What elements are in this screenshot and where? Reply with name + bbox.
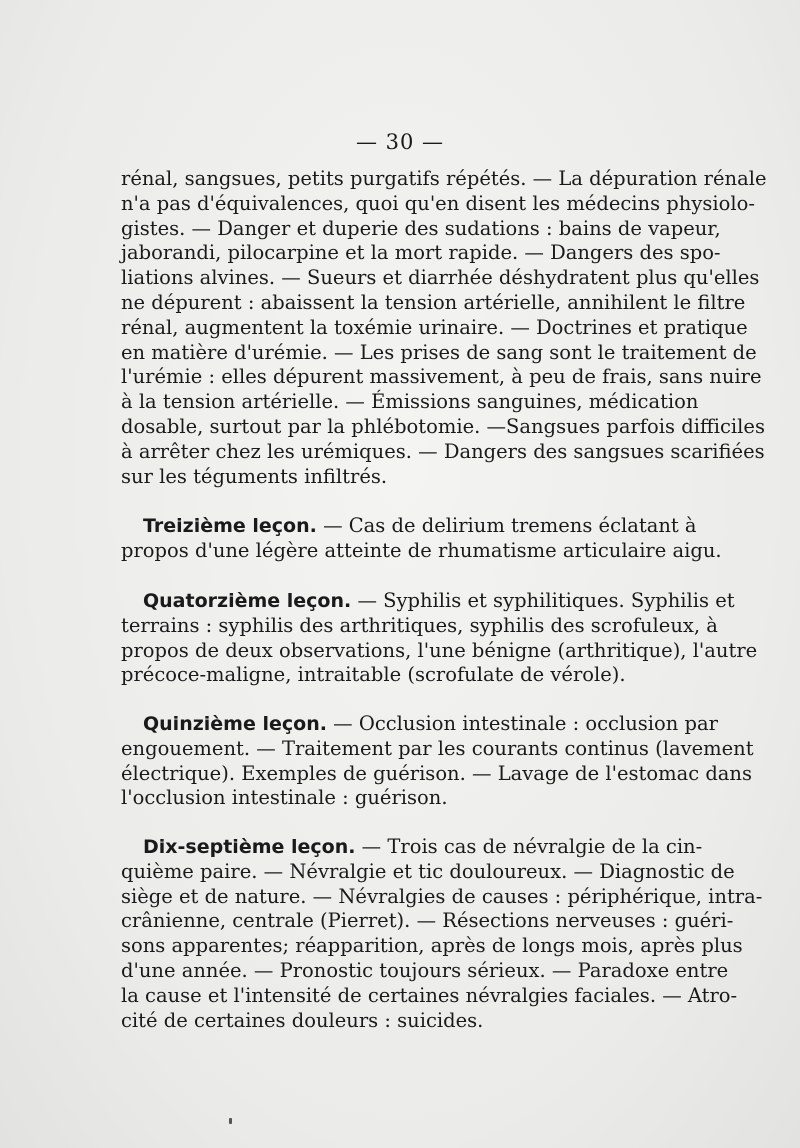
text-line: [121, 638, 758, 664]
paragraph-lesson-17: [121, 835, 763, 1033]
line-text: gistes. — Danger et duperie des sudations : bains de vapeur,: [121, 216, 721, 240]
text-line: [121, 958, 729, 984]
text-line: [121, 589, 735, 614]
lesson-title: Treizième leçon.: [143, 515, 317, 537]
text-line: [121, 514, 697, 539]
line-text: rénal, sangsues, petits purgatifs répétés. — La dépuration rénale: [121, 167, 767, 190]
text-line: [121, 241, 721, 266]
line-text: dosable, surtout par la phlébotomie. —Sangsues parfois difficiles: [121, 414, 765, 438]
text-line: [121, 1009, 669, 1034]
text-line: [121, 934, 743, 959]
line-text: rénal, augmentent la toxémie urinaire. — Doctrines et pratique: [121, 315, 748, 339]
line-text: jaborandi, pilocarpine et la mort rapide. — Dangers des spo-: [121, 241, 721, 265]
text-line: [121, 191, 755, 217]
line-text: électrique). Exemples de guérison. — Lavage de l'estomac dans: [121, 761, 752, 785]
text-line: [121, 835, 703, 860]
line-text: liations alvines. — Sueurs et diarrhée déshydratent plus qu'elles: [121, 266, 760, 290]
text-line: [121, 365, 762, 390]
text-line: [121, 266, 760, 291]
line-text: — Cas de delirium tremens éclatant à: [323, 514, 697, 537]
line-text: l'urémie : elles dépurent massivement, à peu de frais, sans nuire: [121, 365, 762, 389]
text-line: [121, 712, 718, 737]
page-number: — 30 —: [355, 130, 445, 154]
line-text: propos de deux observations, l'une bénigne (arthritique), l'autre: [121, 638, 758, 662]
line-text: ne dépurent : abaissent la tension artérielle, annihilent le filtre: [121, 290, 746, 314]
text-line: [121, 340, 757, 366]
line-text: l'occlusion intestinale : guérison.: [121, 786, 448, 810]
line-text: engouement. — Traitement par les courants continus (lavement: [121, 736, 754, 760]
text-line: [121, 761, 752, 787]
text-line: [121, 439, 765, 465]
line-text: précoce-maligne, intraitable (scrofulate de vérole).: [121, 663, 626, 687]
line-text: sur les téguments infiltrés.: [121, 464, 388, 488]
line-text: quième paire. — Névralgie et tic douloureux. — Diagnostic de: [121, 859, 735, 883]
line-text: propos d'une légère atteinte de rhumatisme articulaire aigu.: [121, 538, 722, 562]
line-text: n'a pas d'équivalences, quoi qu'en disent les médecins physiolo-: [121, 191, 755, 215]
lesson-title: Quinzième leçon.: [143, 713, 327, 735]
lesson-title: Dix-septième leçon.: [143, 836, 356, 858]
line-text: en matière d'urémie. — Les prises de sang sont le traitement de: [121, 340, 757, 364]
text-line: [121, 167, 767, 192]
text-line: [121, 613, 718, 639]
line-text: siège et de nature. — Névralgies de causes : périphérique, intra-: [121, 884, 763, 908]
text-line: [121, 663, 669, 688]
text-line: [121, 465, 669, 490]
text-line: [121, 859, 735, 885]
line-text: la cause et l'intensité de certaines névralgies faciales. — Atro-: [121, 983, 738, 1007]
text-line: [121, 736, 754, 762]
paragraph-lesson-14: [121, 589, 758, 688]
line-text: — Syphilis et syphilitiques. Syphilis et: [357, 589, 735, 612]
text-line: [121, 315, 748, 341]
paragraph-lesson-15: [121, 712, 754, 811]
line-text: terrains : syphilis des arthritiques, syphilis des scrofuleux, à: [121, 613, 718, 637]
text-line: [121, 216, 721, 242]
paragraph-continuation: [121, 167, 767, 489]
line-text: d'une année. — Pronostic toujours sérieux. — Paradoxe entre: [121, 958, 729, 982]
line-text: crânienne, centrale (Pierret). — Résections nerveuses : guéri-: [121, 909, 734, 933]
line-text: — Trois cas de névralgie de la cin-: [361, 835, 703, 858]
line-text: cité de certaines douleurs : suicides.: [121, 1008, 484, 1032]
text-line: [121, 538, 722, 564]
line-text: sons apparentes; réapparition, après de longs mois, après plus: [121, 934, 743, 958]
text-line: [121, 786, 669, 811]
lesson-title: Quatorzième leçon.: [143, 590, 352, 612]
paragraph-lesson-13: [121, 514, 722, 564]
line-text: — Occlusion intestinale : occlusion par: [333, 712, 718, 735]
line-text: à arrêter chez les urémiques. — Dangers des sangsues scarifiées: [121, 439, 765, 463]
text-line: [121, 414, 765, 440]
line-text: à la tension artérielle. — Émissions sanguines, médication: [121, 390, 699, 414]
text-line: [121, 909, 734, 934]
text-line: [121, 983, 738, 1009]
text-line: [121, 390, 699, 415]
ink-speck: [229, 1118, 232, 1124]
text-line: [121, 884, 763, 910]
text-line: [121, 290, 746, 316]
